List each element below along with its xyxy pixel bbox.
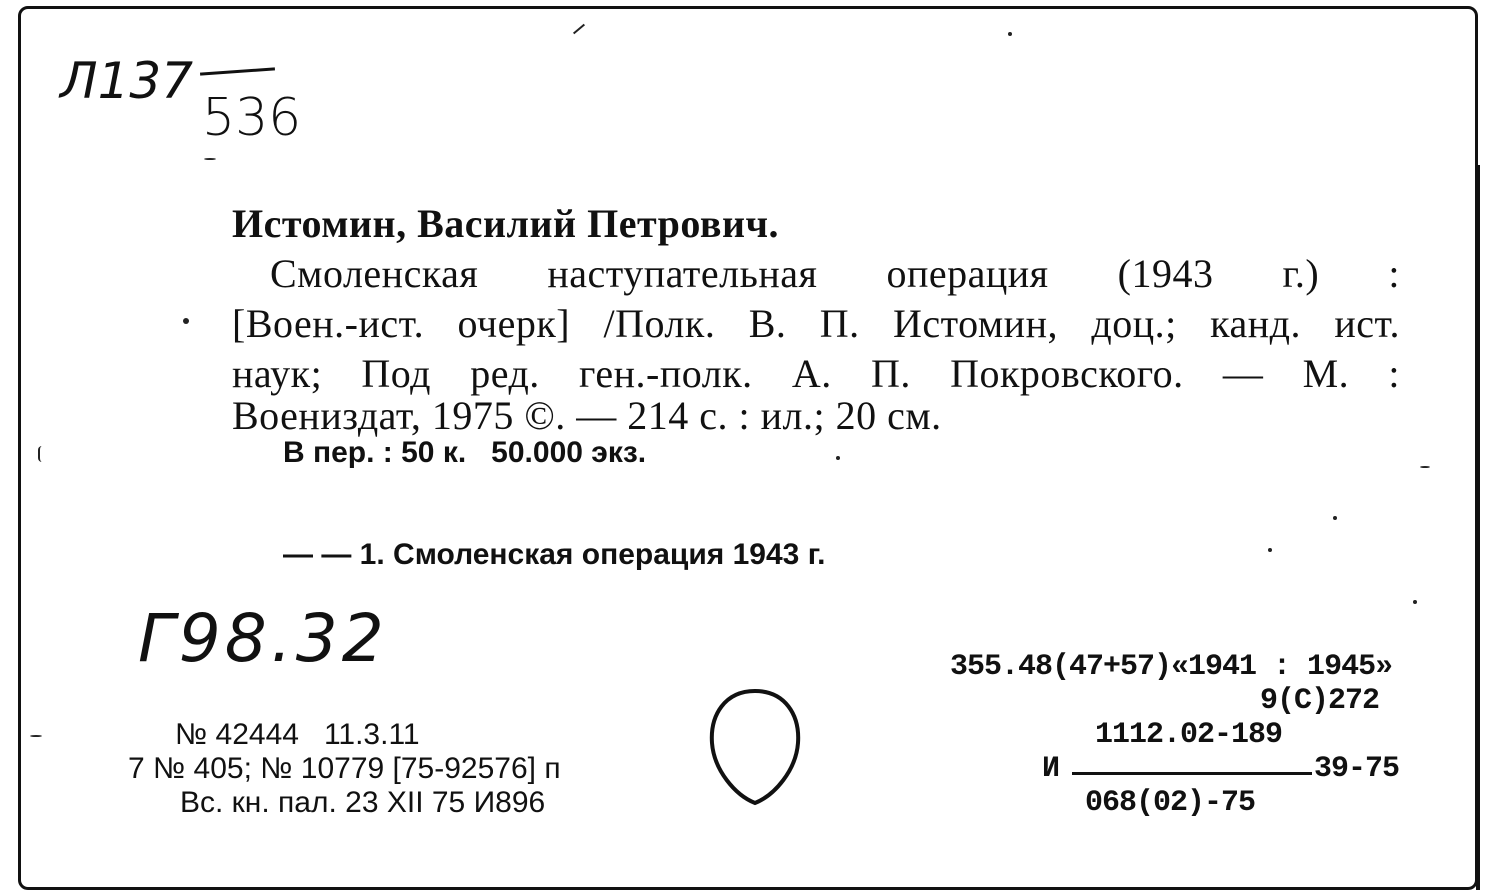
speck	[1420, 466, 1430, 468]
speck	[1268, 548, 1272, 552]
entry-line-3: наук; Под ред. ген.-полк. А. П. Покровского. — М. :	[232, 351, 1400, 396]
handwritten-code-fraction: 536	[202, 88, 302, 148]
punch-hole-icon	[700, 685, 810, 810]
udc-index: 355.48(47+57)«1941 : 1945»	[950, 650, 1393, 684]
margin-mark	[38, 446, 46, 462]
speck	[30, 735, 42, 737]
entry-line-2: [Воен.-ист. очерк] /Полк. В. П. Истомин, доц.; канд. ист.	[232, 301, 1400, 346]
entry-subject: — — 1. Смоленская операция 1943 г.	[283, 538, 826, 571]
classification-code-2-right: 39-75	[1314, 752, 1400, 786]
printing-line-1: № 42444 11.3.11	[175, 718, 420, 751]
handwritten-code-top: Л137	[60, 52, 194, 110]
entry-line-1: Смоленская наступательная операция (1943 г.) :	[270, 251, 1400, 296]
entry-price: В пер. : 50 к. 50.000 экз.	[283, 436, 647, 469]
classification-fraction-line	[1072, 772, 1312, 775]
card-edge-shadow	[1476, 165, 1480, 890]
speck	[1008, 32, 1012, 36]
bbk-index: 9(С)272	[1260, 684, 1380, 718]
classification-code-3: 068(02)-75	[1085, 786, 1256, 820]
classification-code-1: 1112.02-189	[1095, 718, 1283, 752]
printing-line-3: Вс. кн. пал. 23 XII 75 И896	[180, 786, 546, 819]
handwritten-code-bottom: Г98.32	[138, 600, 388, 677]
speck	[1413, 600, 1417, 604]
speck	[1333, 516, 1337, 520]
speck	[183, 318, 189, 324]
printing-line-2: 7 № 405; № 10779 [75-92576] п	[128, 752, 561, 785]
entry-heading: Истомин, Василий Петрович.	[232, 201, 780, 246]
entry-line-4: Воениздат, 1975 ©. — 214 с. : ил.; 20 см.	[232, 393, 942, 438]
speck	[836, 456, 840, 460]
classification-code-2-left: И	[1042, 752, 1060, 786]
speck	[204, 158, 216, 160]
